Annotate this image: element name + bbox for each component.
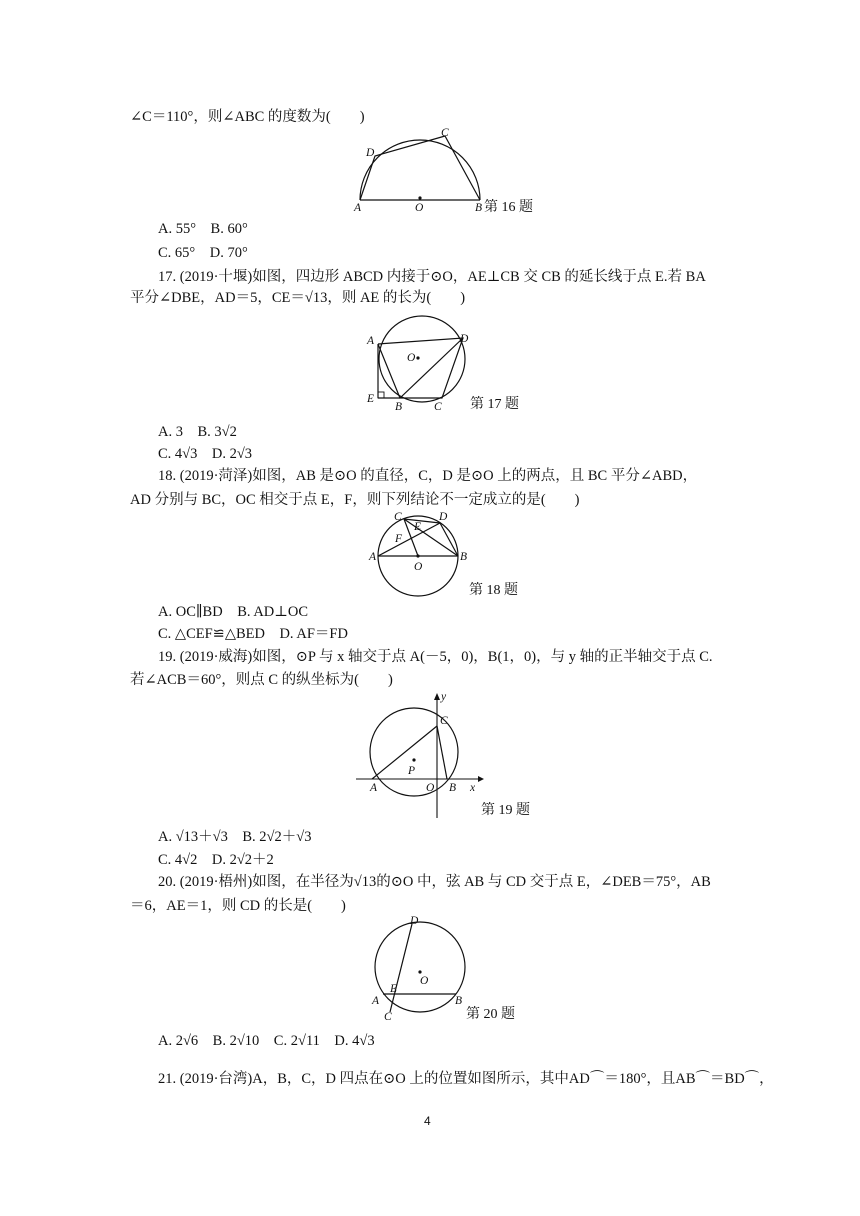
label-d: D xyxy=(439,511,448,523)
q20-stem-2: ＝6，AE＝1，则 CD 的长是( ) xyxy=(130,898,346,914)
y-axis-arrow xyxy=(434,693,440,700)
label-o: O xyxy=(407,352,416,364)
label-b: B xyxy=(475,202,483,214)
label-d: D xyxy=(460,333,469,345)
figure-17 xyxy=(362,316,477,416)
label-a: A xyxy=(370,782,378,794)
caption-17: 第 17 题 xyxy=(470,397,519,412)
line-ac xyxy=(372,726,437,779)
q16-option-ab: A. 55° B. 60° xyxy=(158,221,248,237)
circle-o xyxy=(375,922,465,1012)
q18-option-ab: A. OC∥BD B. AD⊥OC xyxy=(158,604,309,620)
caption-16: 第 16 题 xyxy=(484,200,533,215)
page-number: 4 xyxy=(424,1114,431,1128)
line-bd xyxy=(440,523,458,556)
caption-18: 第 18 题 xyxy=(469,583,518,598)
label-o: O xyxy=(426,782,435,794)
right-angle-mark xyxy=(378,392,384,398)
q19-stem-2: 若∠ACB＝60°，则点 C 的纵坐标为( ) xyxy=(130,672,393,688)
q18-stem-1: 18. (2019·菏泽)如图，AB 是⊙O 的直径，C，D 是⊙O 上的两点，且 BC 平分∠ABD， xyxy=(158,468,698,484)
q18-option-cd: C. △CEF≌△BED D. AF＝FD xyxy=(158,626,348,642)
label-a: A xyxy=(354,202,362,214)
label-e: E xyxy=(414,521,422,533)
center-dot xyxy=(416,356,419,359)
q19-option-ab: A. √13＋√3 B. 2√2＋√3 xyxy=(158,829,312,845)
label-a: A xyxy=(372,995,380,1007)
label-o: O xyxy=(420,975,429,987)
chord-cd xyxy=(390,924,412,1012)
quadrilateral xyxy=(360,136,480,200)
label-c: C xyxy=(434,401,442,413)
circle-o xyxy=(379,316,465,402)
semicircle-arc xyxy=(360,140,480,200)
q17-option-ab: A. 3 B. 3√2 xyxy=(158,424,237,440)
center-dot xyxy=(412,758,415,761)
label-e: E xyxy=(367,393,375,405)
line-bc xyxy=(437,726,447,779)
figure-20 xyxy=(368,914,478,1024)
q17-stem-2: 平分∠DBE，AD＝5，CE＝√13，则 AE 的长为( ) xyxy=(130,290,466,306)
center-dot xyxy=(416,554,419,557)
figure-16 xyxy=(350,128,490,213)
label-p: P xyxy=(408,765,416,777)
label-b: B xyxy=(460,551,468,563)
q20-stem-1: 20. (2019·梧州)如图，在半径为√13的⊙O 中，弦 AB 与 CD 交于点 E，∠DEB＝75°，AB xyxy=(158,874,711,890)
q17-stem-1: 17. (2019·十堰)如图，四边形 ABCD 内接于⊙O，AE⊥CB 交 CB 的延长线于点 E.若 BA xyxy=(158,269,706,285)
figure-18 xyxy=(366,508,476,598)
x-axis-arrow xyxy=(478,776,484,782)
label-x: x xyxy=(470,782,476,794)
q19-stem-1: 19. (2019·威海)如图，⊙P 与 x 轴交于点 A(－5，0)，B(1，0)，与 y 轴的正半轴交于点 C. xyxy=(158,649,713,665)
center-dot xyxy=(418,970,421,973)
label-c: C xyxy=(440,715,448,727)
label-b: B xyxy=(455,995,463,1007)
label-d: D xyxy=(366,147,375,159)
label-c: C xyxy=(441,127,449,139)
label-f: F xyxy=(395,533,403,545)
label-d: D xyxy=(410,915,419,927)
label-c: C xyxy=(384,1011,392,1023)
q16-stem-tail: ∠C＝110°，则∠ABC 的度数为( ) xyxy=(130,109,365,125)
caption-20: 第 20 题 xyxy=(466,1007,515,1022)
center-dot xyxy=(418,196,421,199)
figure-19 xyxy=(350,690,490,820)
line-ad xyxy=(378,523,440,556)
label-o: O xyxy=(414,561,423,573)
label-y: y xyxy=(441,691,447,703)
q17-option-cd: C. 4√3 D. 2√3 xyxy=(158,446,253,462)
label-b: B xyxy=(449,782,457,794)
label-a: A xyxy=(367,335,375,347)
q19-option-cd: C. 4√2 D. 2√2＋2 xyxy=(158,852,274,868)
q21-stem-1: 21. (2019·台湾)A，B，C，D 四点在⊙O 上的位置如图所示，其中AD⌒＝180°，且AB⌒＝BD⌒， xyxy=(158,1071,774,1087)
label-a: A xyxy=(369,551,377,563)
q16-option-cd: C. 65° D. 70° xyxy=(158,245,248,261)
label-c: C xyxy=(394,511,402,523)
label-o: O xyxy=(415,202,424,214)
q20-options: A. 2√6 B. 2√10 C. 2√11 D. 4√3 xyxy=(158,1033,375,1049)
q18-stem-2: AD 分别与 BC，OC 相交于点 E，F，则下列结论不一定成立的是( ) xyxy=(130,492,580,508)
label-e: E xyxy=(390,983,398,995)
caption-19: 第 19 题 xyxy=(481,803,530,818)
label-b: B xyxy=(395,401,403,413)
